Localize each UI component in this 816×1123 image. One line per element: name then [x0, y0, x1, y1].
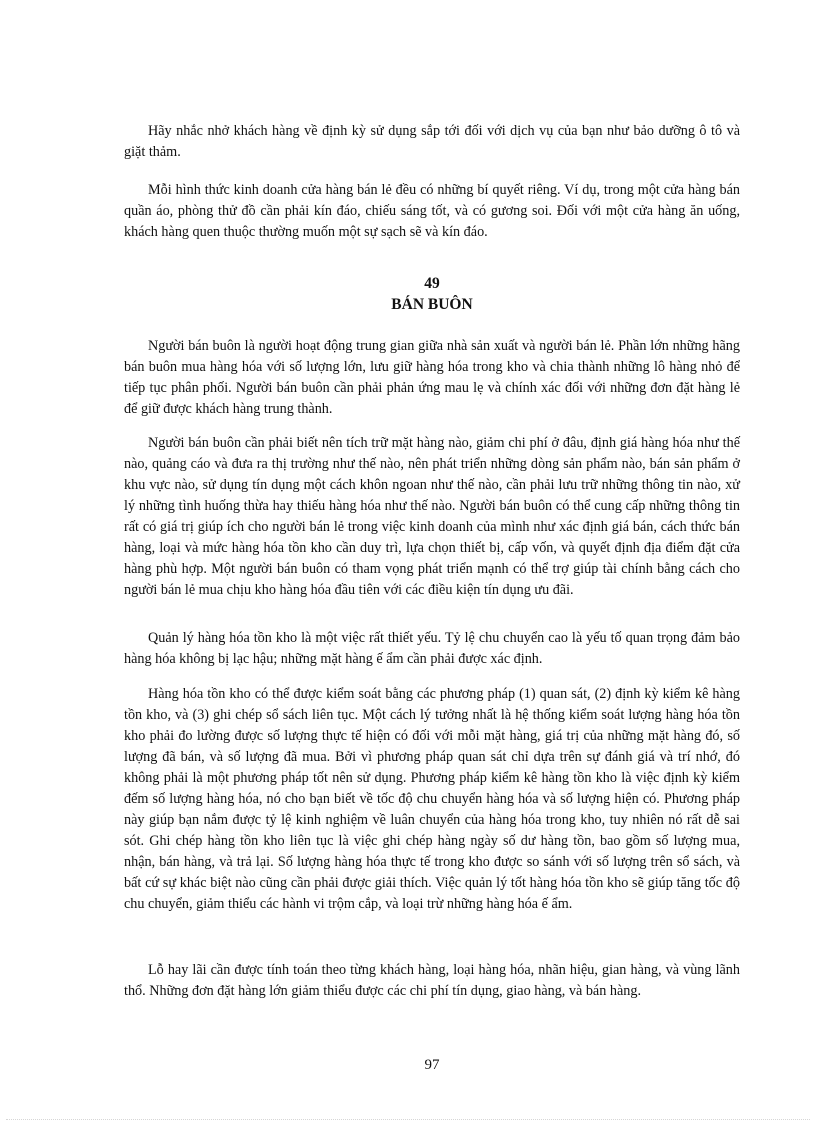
paragraph-reminder: Hãy nhắc nhở khách hàng về định kỳ sử dụng sắp tới đối với dịch vụ của bạn như bảo dưỡng ô tô và giặt thảm.	[124, 123, 740, 160]
paragraph-profit-loss: Lỗ hay lãi cần được tính toán theo từng khách hàng, loại hàng hóa, nhãn hiệu, gian hàng, và vùng lãnh thổ. Những đơn đặt hàng lớn giảm thiểu được các chi phí tín dụng, giao hàng, và bán hàng.	[124, 962, 740, 999]
paragraph-wholesaler-intro: Người bán buôn là người hoạt động trung gian giữa nhà sản xuất và người bán lẻ. Phần lớn những hãng bán buôn mua hàng hóa với số lượng lớn, lưu giữ hàng hóa trong kho và chia thành những lô hàng nhỏ để tiếp tục phân phối. Người bán buôn cần phải phản ứng mau lẹ và chính xác đối với những đơn đặt hàng lẻ để giữ được khách hàng trung thành.	[124, 338, 740, 417]
document-page	[124, 0, 740, 1123]
page-bottom-divider	[6, 1119, 810, 1120]
paragraph-wholesaler-knowledge: Người bán buôn cần phải biết nên tích trữ mặt hàng nào, giảm chi phí ở đâu, định giá hàng hóa như thế nào, quảng cáo và đưa ra thị trường như thế nào, nên phát triển những dòng sản phẩm nào, bán sản phẩm ở khu vực nào, sử dụng tín dụng một cách khôn ngoan như thế nào, cần phải lưu trữ những thông tin nào, xử lý những tình huống thừa hay thiếu hàng hóa như thế nào. Người bán buôn có thể cung cấp những thông tin rất có giá trị giúp ích cho người bán lẻ trong việc kinh doanh của mình như xác định giá bán, cách thức bán hàng, loại và mức hàng hóa tồn kho cần duy trì, lựa chọn thiết bị, cấp vốn, và quyết định địa điểm đặt cửa hàng phù hợp. Một người bán buôn có tham vọng phát triển mạnh có thể trợ giúp tài chính bằng cách cho người bán lẻ mua chịu kho hàng hóa đầu tiên với các điều kiện tín dụng ưu đãi.	[124, 435, 740, 598]
section-title: BÁN BUÔN	[391, 296, 473, 313]
paragraph-retail-secrets: Mỗi hình thức kinh doanh cửa hàng bán lẻ đều có những bí quyết riêng. Ví dụ, trong một cửa hàng bán quần áo, phòng thử đồ cần phải kín đáo, chiếu sáng tốt, và có gương soi. Đối với một cửa hàng ăn uống, khách hàng quen thuộc thường muốn một sự sạch sẽ và kín đáo.	[124, 182, 740, 240]
section-number: 49	[424, 275, 440, 292]
paragraph-inventory-management: Quản lý hàng hóa tồn kho là một việc rất thiết yếu. Tỷ lệ chu chuyển cao là yếu tố quan trọng đảm bảo hàng hóa không bị lạc hậu; những mặt hàng ế ẩm cần phải được xác định.	[124, 630, 740, 667]
paragraph-inventory-methods: Hàng hóa tồn kho có thể được kiểm soát bằng các phương pháp (1) quan sát, (2) định kỳ kiểm kê hàng tồn kho, và (3) ghi chép sổ sách liên tục. Một cách lý tưởng nhất là hệ thống kiểm soát lượng hàng hóa tồn kho phải đo lường được số lượng thực tế hiện có đối với mỗi mặt hàng, giá trị của những mặt hàng đó, số lượng đã bán, và số lượng đã mua. Bởi vì phương pháp quan sát chỉ dựa trên sự đánh giá và trí nhớ, đó không phải là một phương pháp tốt nên sử dụng. Phương pháp kiểm kê hàng tồn kho là việc định kỳ kiểm đếm số lượng hàng hóa, nó cho bạn biết về tốc độ chu chuyển hàng hóa và số lượng hiện có. Phương pháp này giúp bạn nắm được tỷ lệ kinh nghiệm về luân chuyển của hàng hóa trong kho, tuy nhiên nó rất dễ sai sót. Ghi chép hàng tồn kho liên tục là việc ghi chép hàng ngày số dư hàng tồn, bao gồm số lượng mua, nhận, bán hàng, và trả lại. Số lượng hàng hóa thực tế trong kho được so sánh với số lượng trên sổ sách, và bất cứ sự khác biệt nào cũng cần phải được giải thích. Việc quản lý tốt hàng hóa tồn kho sẽ giúp tăng tốc độ chu chuyển, giảm thiểu các hành vi trộm cắp, và loại trừ những hàng hóa ế ẩm.	[124, 686, 740, 912]
page-number: 97	[424, 1057, 440, 1073]
